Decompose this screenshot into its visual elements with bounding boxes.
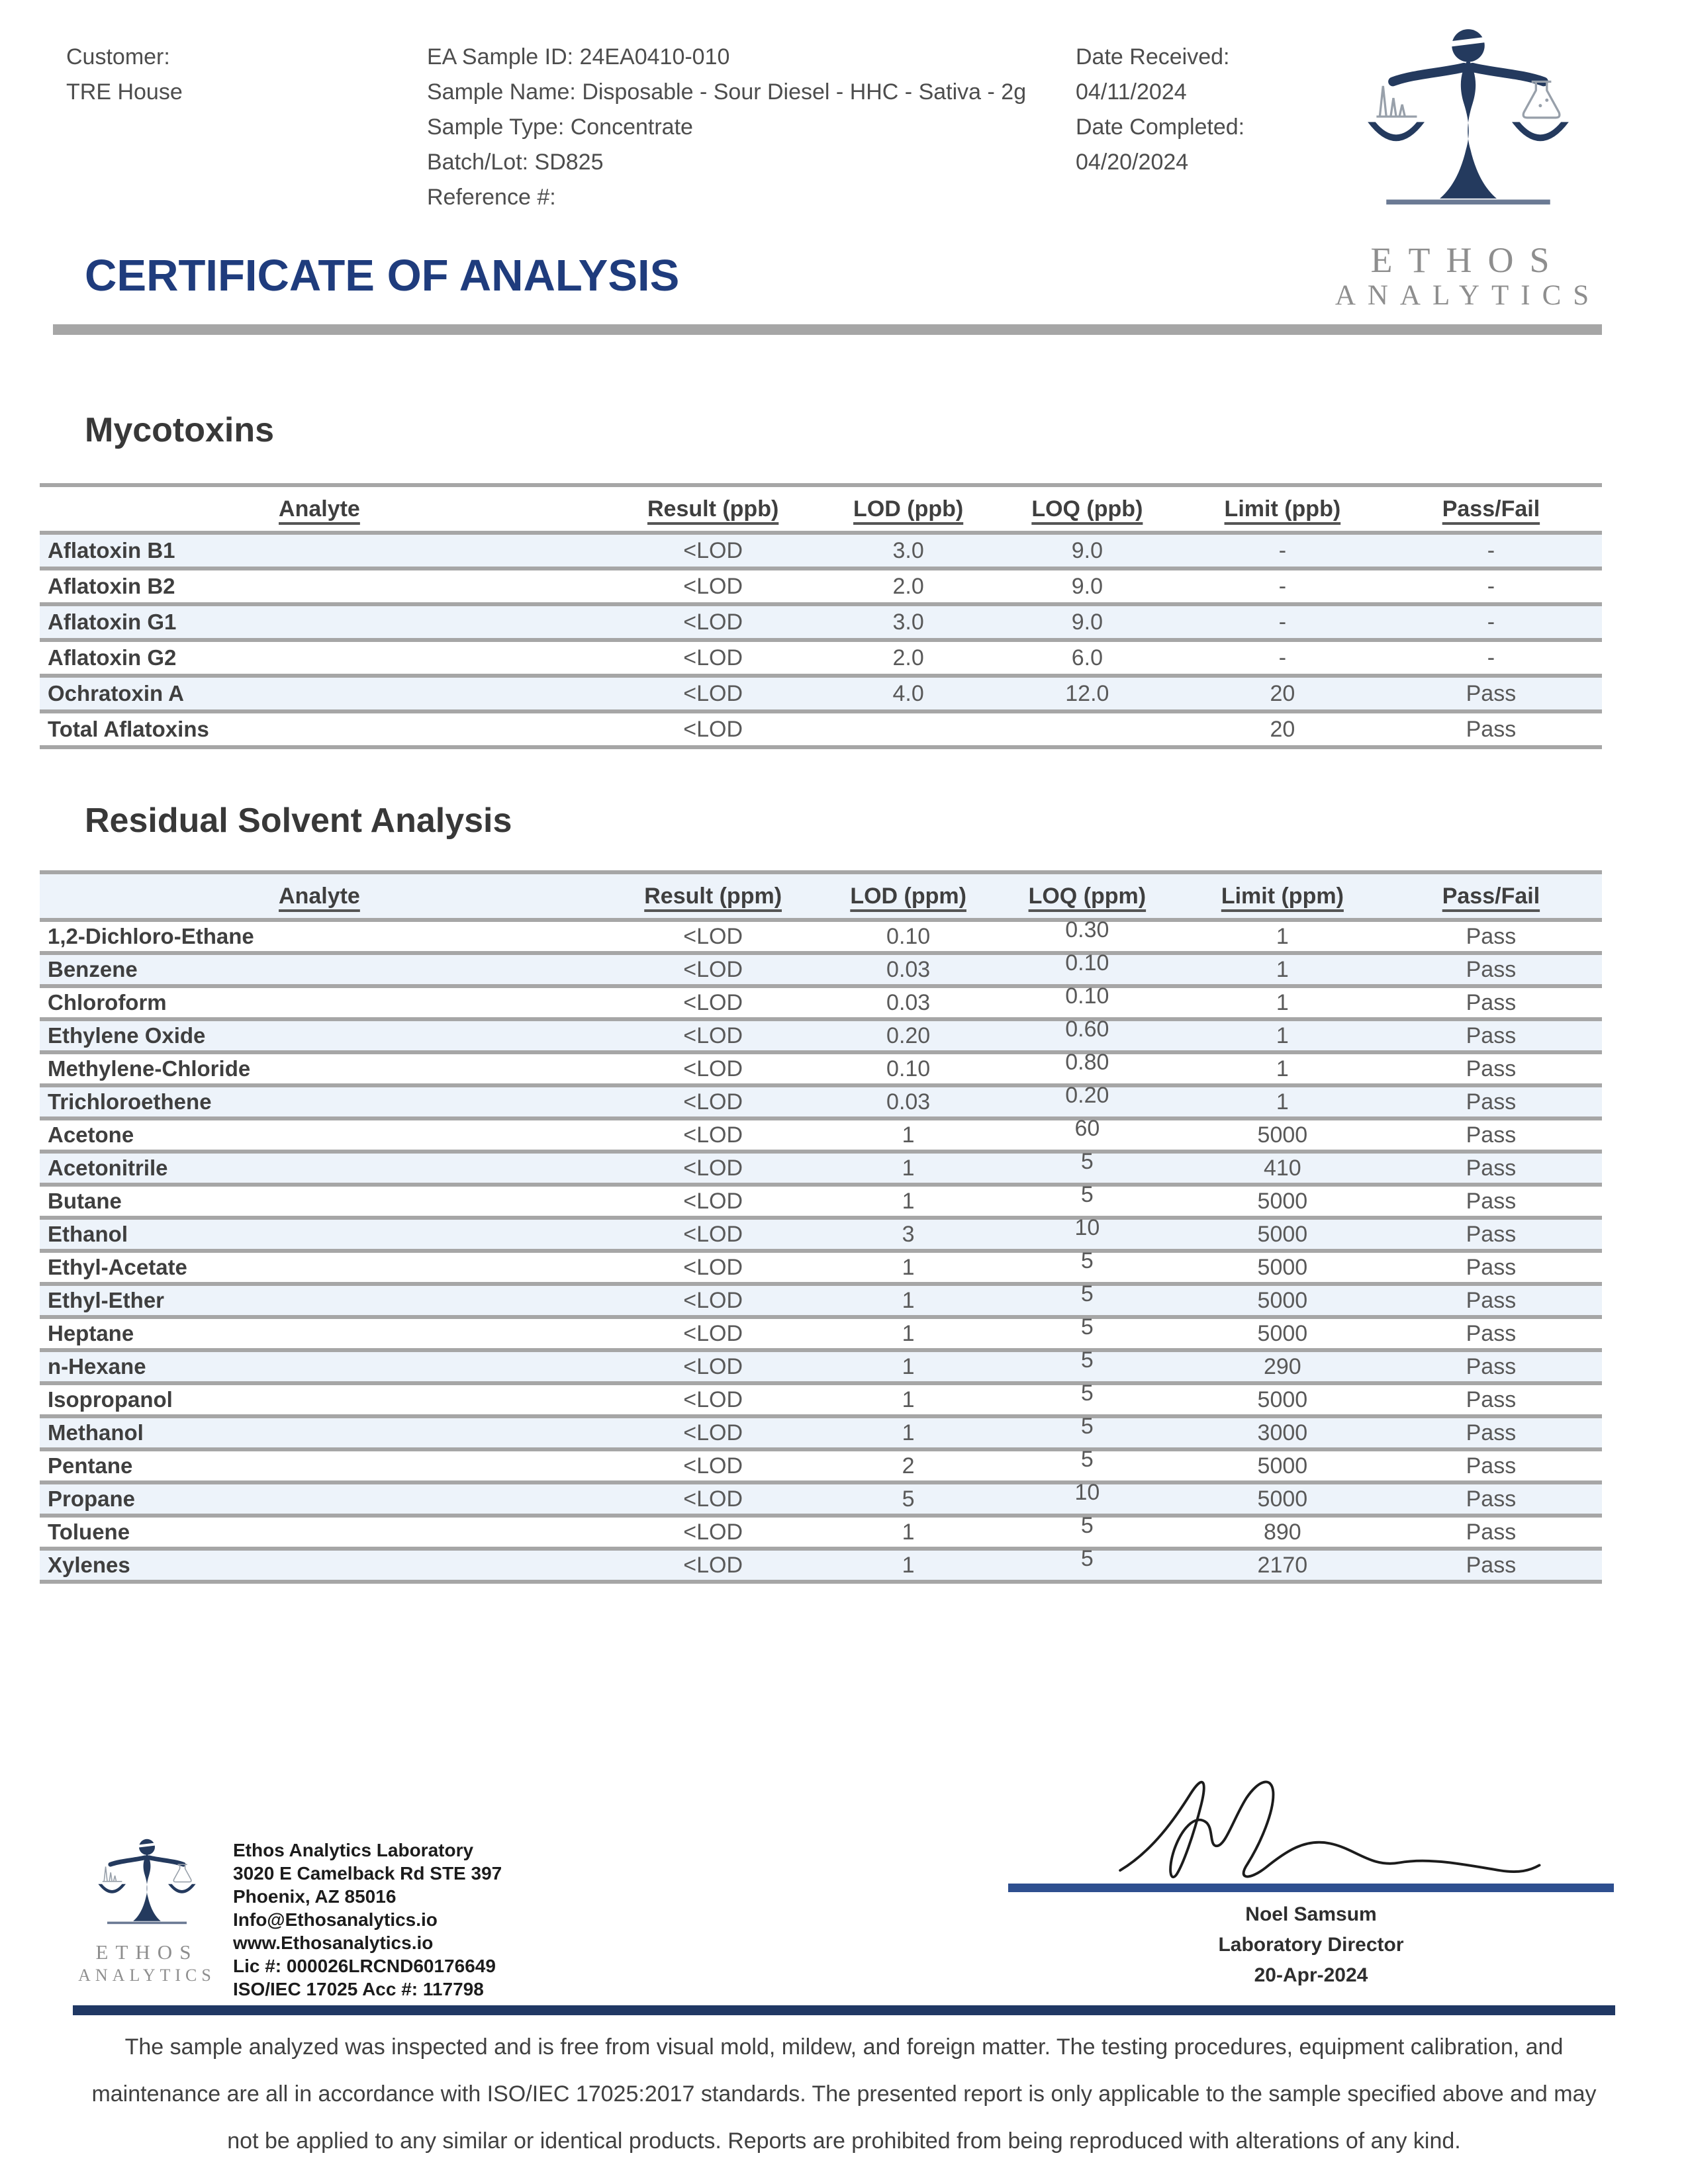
table-row: [40, 1482, 1602, 1516]
loq-cell: 9.0: [1071, 537, 1103, 563]
table-row: [40, 604, 1602, 640]
passfail-cell: Pass: [1466, 1320, 1517, 1346]
table-row: [40, 986, 1602, 1019]
lab-info-line: 3020 E Camelback Rd STE 397: [233, 1863, 502, 1884]
loq-cell: 5: [1080, 1181, 1094, 1207]
result-cell: <LOD: [683, 680, 743, 706]
table-row: [40, 1118, 1602, 1152]
limit-cell: 5000: [1257, 1320, 1308, 1346]
analyte-cell: Aflatoxin B2: [48, 574, 175, 598]
table-row: [40, 711, 1602, 747]
lod-cell: 0.03: [886, 956, 931, 982]
customer-block: [66, 40, 183, 110]
limit-cell: 1: [1276, 1089, 1289, 1115]
table-row: [40, 953, 1602, 986]
limit-cell: 290: [1263, 1353, 1301, 1379]
result-cell: <LOD: [683, 923, 743, 949]
logo-ethos-text: ETHOS: [1370, 240, 1566, 280]
passfail-cell: Pass: [1466, 716, 1517, 742]
lod-cell: 0.20: [886, 1023, 931, 1048]
analyte-cell: Isopropanol: [48, 1387, 173, 1412]
result-cell: <LOD: [683, 1453, 743, 1479]
lod-cell: 1: [902, 1155, 915, 1181]
signature-date: 20-Apr-2024: [1254, 1964, 1368, 1986]
lady-justice-scales-icon: [1314, 17, 1622, 236]
col-header-analyte: Analyte: [279, 496, 360, 522]
limit-cell: 5000: [1257, 1287, 1308, 1313]
lod-cell: 1: [902, 1387, 915, 1412]
lady-justice-scales-icon: [58, 1833, 236, 1939]
limit-cell: 20: [1270, 716, 1295, 742]
analyte-cell: Propane: [48, 1486, 136, 1511]
analyte-cell: Acetone: [48, 1122, 134, 1147]
limit-cell: 5000: [1257, 1254, 1308, 1280]
table-row: [40, 676, 1602, 711]
lod-cell: 1: [902, 1122, 915, 1148]
result-cell: <LOD: [683, 716, 743, 742]
analyte-cell: Ethylene Oxide: [48, 1023, 206, 1048]
analyte-cell: Butane: [48, 1189, 122, 1213]
sample-id: EA Sample ID: 24EA0410-010: [427, 44, 730, 69]
mycotoxins-heading: Mycotoxins: [85, 411, 275, 449]
analyte-cell: Total Aflatoxins: [48, 717, 209, 741]
limit-cell: 5000: [1257, 1453, 1308, 1479]
passfail-cell: -: [1487, 573, 1495, 599]
passfail-cell: Pass: [1466, 956, 1517, 982]
result-cell: <LOD: [683, 1056, 743, 1081]
limit-cell: 890: [1263, 1519, 1301, 1545]
passfail-cell: Pass: [1466, 1287, 1517, 1313]
limit-cell: 410: [1263, 1155, 1301, 1181]
customer-label: Customer:: [66, 44, 170, 69]
result-cell: <LOD: [683, 1287, 743, 1313]
signature-line: [1008, 1884, 1614, 1892]
result-cell: <LOD: [683, 1420, 743, 1445]
passfail-cell: Pass: [1466, 1155, 1517, 1181]
analyte-cell: Methanol: [48, 1420, 144, 1445]
sample-type: Sample Type: Concentrate: [427, 114, 693, 140]
loq-cell: [990, 711, 1185, 747]
page-title: CERTIFICATE OF ANALYSIS: [85, 251, 680, 300]
sample-info-block: [427, 40, 1026, 215]
lod-cell: 0.03: [886, 1089, 931, 1115]
loq-cell: 0.10: [1065, 983, 1109, 1009]
table-row: [40, 1052, 1602, 1085]
lod-cell: 1: [902, 1320, 915, 1346]
signer-name: Noel Samsum: [1245, 1903, 1377, 1925]
analyte-cell: Trichloroethene: [48, 1089, 212, 1114]
analyte-cell: Heptane: [48, 1321, 134, 1345]
reference-number: Reference #:: [427, 185, 556, 210]
passfail-cell: Pass: [1466, 1387, 1517, 1412]
loq-cell: 5: [1080, 1413, 1094, 1439]
limit-cell: -: [1278, 609, 1287, 635]
passfail-cell: Pass: [1466, 1420, 1517, 1445]
analyte-cell: n-Hexane: [48, 1354, 146, 1379]
limit-cell: 1: [1276, 1056, 1289, 1081]
result-cell: <LOD: [683, 1188, 743, 1214]
analyte-cell: Xylenes: [48, 1553, 130, 1577]
disclaimer-text: The sample analyzed was inspected and is free from visual mold, mildew, and foreign matter. The testing procedures, equipment calibration, and maintenance are all in accordance with ISO/IEC 17025:2017 standards. The presented report is only applicable to the sample specified above and may not be applied to any similar or identical products. Reports are prohibited from being reproduced with alterations of any kind.: [91, 2034, 1597, 2154]
passfail-cell: Pass: [1466, 1552, 1517, 1578]
table-row: [40, 1284, 1602, 1317]
analyte-cell: Benzene: [48, 957, 138, 981]
loq-cell: 5: [1080, 1512, 1094, 1538]
lab-info-line: Lic #: 000026LRCND60176649: [233, 1956, 496, 1976]
result-cell: <LOD: [683, 1155, 743, 1181]
analyte-cell: 1,2-Dichloro-Ethane: [48, 924, 254, 948]
loq-cell: 0.80: [1065, 1049, 1109, 1075]
table-row: [40, 640, 1602, 676]
ethos-logo: [1314, 17, 1622, 312]
loq-cell: 5: [1080, 1314, 1094, 1340]
loq-cell: 10: [1074, 1479, 1100, 1505]
table-row: [40, 1416, 1602, 1449]
analyte-cell: Methylene-Chloride: [48, 1056, 251, 1081]
result-cell: <LOD: [683, 1221, 743, 1247]
lab-info-line: Info@Ethosanalytics.io: [233, 1909, 438, 1930]
limit-cell: 5000: [1257, 1122, 1308, 1148]
loq-cell: 0.30: [1065, 917, 1109, 942]
sample-name: Sample Name: Disposable - Sour Diesel - HHC - Sativa - 2g: [427, 79, 1027, 105]
limit-cell: 1: [1276, 989, 1289, 1015]
limit-cell: 5000: [1257, 1221, 1308, 1247]
limit-cell: 5000: [1257, 1486, 1308, 1512]
lod-cell: [827, 711, 989, 747]
result-cell: <LOD: [683, 1320, 743, 1346]
lab-info-line: Phoenix, AZ 85016: [233, 1886, 397, 1907]
result-cell: <LOD: [683, 1254, 743, 1280]
passfail-cell: -: [1487, 537, 1495, 563]
lab-info-line: ISO/IEC 17025 Acc #: 117798: [233, 1979, 484, 1999]
result-cell: <LOD: [683, 1519, 743, 1545]
analyte-cell: Pentane: [48, 1453, 133, 1478]
result-cell: <LOD: [683, 609, 743, 635]
loq-cell: 6.0: [1071, 645, 1103, 670]
date-received-label: Date Received:: [1076, 44, 1230, 69]
table-row: [40, 1218, 1602, 1251]
dates-block: [1076, 40, 1244, 180]
loq-cell: 5: [1080, 1380, 1094, 1406]
table-row: [40, 1350, 1602, 1383]
analyte-cell: Ochratoxin A: [48, 681, 184, 705]
table-row: [40, 1383, 1602, 1416]
solvents-header-row: [40, 872, 1602, 920]
limit-cell: -: [1278, 537, 1287, 563]
lod-cell: 1: [902, 1519, 915, 1545]
col-header-analyte: Analyte: [279, 883, 360, 909]
analyte-cell: Ethyl-Acetate: [48, 1255, 187, 1279]
result-cell: <LOD: [683, 1486, 743, 1512]
limit-cell: -: [1278, 573, 1287, 599]
limit-cell: 3000: [1257, 1420, 1308, 1445]
lod-cell: 5: [902, 1486, 915, 1512]
loq-cell: 9.0: [1071, 573, 1103, 599]
analyte-cell: Toluene: [48, 1520, 130, 1544]
col-header-passfail: Pass/Fail: [1442, 883, 1540, 909]
lod-cell: 1: [902, 1420, 915, 1445]
lab-info-line: Ethos Analytics Laboratory: [233, 1840, 474, 1860]
lab-info-block: [233, 1839, 502, 2001]
date-received-value: 04/11/2024: [1076, 79, 1187, 105]
table-row: [40, 920, 1602, 953]
passfail-cell: Pass: [1466, 1122, 1517, 1148]
lod-cell: 1: [902, 1353, 915, 1379]
passfail-cell: -: [1487, 645, 1495, 670]
table-row: [40, 1317, 1602, 1350]
col-header-passfail: Pass/Fail: [1442, 496, 1540, 522]
col-header-lod: LOD (ppm): [850, 883, 966, 909]
loq-cell: 12.0: [1065, 680, 1109, 706]
analyte-cell: Ethyl-Ether: [48, 1288, 165, 1312]
result-cell: <LOD: [683, 573, 743, 599]
signature-text: [1008, 1899, 1614, 1991]
mycotoxins-header-row: [40, 485, 1602, 533]
lod-cell: 1: [902, 1188, 915, 1214]
lod-cell: 3.0: [892, 609, 924, 635]
batch-lot: Batch/Lot: SD825: [427, 150, 604, 175]
analyte-cell: Aflatoxin B1: [48, 538, 175, 563]
limit-cell: 5000: [1257, 1387, 1308, 1412]
result-cell: <LOD: [683, 1353, 743, 1379]
title-divider: [53, 324, 1602, 335]
loq-cell: 60: [1074, 1115, 1100, 1141]
lab-info-line: www.Ethosanalytics.io: [233, 1933, 434, 1953]
logo-analytics-text: ANALYTICS: [78, 1966, 216, 1985]
analyte-cell: Aflatoxin G2: [48, 645, 177, 670]
loq-cell: 5: [1080, 1248, 1094, 1273]
analyte-cell: Aflatoxin G1: [48, 610, 177, 634]
limit-cell: 5000: [1257, 1188, 1308, 1214]
analyte-cell: Chloroform: [48, 990, 167, 1015]
lod-cell: 1: [902, 1552, 915, 1578]
table-row: [40, 1185, 1602, 1218]
passfail-cell: Pass: [1466, 1221, 1517, 1247]
loq-cell: 0.60: [1065, 1016, 1109, 1042]
col-header-lod: LOD (ppb): [853, 496, 964, 522]
passfail-cell: Pass: [1466, 680, 1517, 706]
date-completed-value: 04/20/2024: [1076, 150, 1189, 175]
col-header-limit: Limit (ppm): [1221, 883, 1344, 909]
table-row: [40, 1019, 1602, 1052]
passfail-cell: Pass: [1466, 989, 1517, 1015]
passfail-cell: Pass: [1466, 1023, 1517, 1048]
result-cell: <LOD: [683, 645, 743, 670]
col-header-result: Result (ppm): [644, 883, 782, 909]
loq-cell: 9.0: [1071, 609, 1103, 635]
loq-cell: 5: [1080, 1446, 1094, 1472]
lod-cell: 2.0: [892, 573, 924, 599]
result-cell: <LOD: [683, 989, 743, 1015]
lod-cell: 2: [902, 1453, 915, 1479]
limit-cell: 1: [1276, 923, 1289, 949]
passfail-cell: Pass: [1466, 1254, 1517, 1280]
lod-cell: 3: [902, 1221, 915, 1247]
passfail-cell: Pass: [1466, 923, 1517, 949]
loq-cell: 5: [1080, 1148, 1094, 1174]
date-completed-label: Date Completed:: [1076, 114, 1245, 140]
result-cell: <LOD: [683, 1089, 743, 1115]
table-row: [40, 1152, 1602, 1185]
analyte-cell: Ethanol: [48, 1222, 128, 1246]
lod-cell: 1: [902, 1254, 915, 1280]
passfail-cell: Pass: [1466, 1453, 1517, 1479]
lod-cell: 4.0: [892, 680, 924, 706]
table-row: [40, 533, 1602, 569]
footer-divider: [73, 2005, 1615, 2015]
passfail-cell: Pass: [1466, 1056, 1517, 1081]
col-header-loq: LOQ (ppb): [1031, 496, 1143, 522]
lod-cell: 0.10: [886, 1056, 931, 1081]
loq-cell: 5: [1080, 1281, 1094, 1306]
limit-cell: 1: [1276, 956, 1289, 982]
limit-cell: -: [1278, 645, 1287, 670]
lod-cell: 0.03: [886, 989, 931, 1015]
lod-cell: 2.0: [892, 645, 924, 670]
limit-cell: 1: [1276, 1023, 1289, 1048]
analyte-cell: Acetonitrile: [48, 1156, 168, 1180]
solvents-table: [40, 870, 1602, 1584]
limit-cell: 20: [1270, 680, 1295, 706]
passfail-cell: Pass: [1466, 1353, 1517, 1379]
lod-cell: 3.0: [892, 537, 924, 563]
lod-cell: 1: [902, 1287, 915, 1313]
result-cell: <LOD: [683, 1552, 743, 1578]
table-row: [40, 1449, 1602, 1482]
result-cell: <LOD: [683, 1122, 743, 1148]
col-header-result: Result (ppb): [647, 496, 779, 522]
loq-cell: 0.10: [1065, 950, 1109, 976]
passfail-cell: Pass: [1466, 1188, 1517, 1214]
passfail-cell: Pass: [1466, 1089, 1517, 1115]
limit-cell: 2170: [1257, 1552, 1308, 1578]
loq-cell: 0.20: [1065, 1082, 1109, 1108]
solvents-heading: Residual Solvent Analysis: [85, 801, 512, 840]
mycotoxins-table: [40, 483, 1602, 749]
loq-cell: 5: [1080, 1545, 1094, 1571]
signer-title: Laboratory Director: [1218, 1934, 1404, 1956]
loq-cell: 10: [1074, 1214, 1100, 1240]
passfail-cell: Pass: [1466, 1486, 1517, 1512]
result-cell: <LOD: [683, 1387, 743, 1412]
col-header-limit: Limit (ppb): [1224, 496, 1341, 522]
table-row: [40, 1516, 1602, 1549]
passfail-cell: Pass: [1466, 1519, 1517, 1545]
table-row: [40, 569, 1602, 604]
result-cell: <LOD: [683, 1023, 743, 1048]
result-cell: <LOD: [683, 956, 743, 982]
table-row: [40, 1251, 1602, 1284]
customer-name: TRE House: [66, 79, 183, 105]
loq-cell: 5: [1080, 1347, 1094, 1373]
passfail-cell: -: [1487, 609, 1495, 635]
table-row: [40, 1549, 1602, 1582]
lod-cell: 0.10: [886, 923, 931, 949]
logo-ethos-text: ETHOS: [95, 1940, 199, 1964]
col-header-loq: LOQ (ppm): [1028, 883, 1147, 909]
result-cell: <LOD: [683, 537, 743, 563]
ethos-logo-small: [58, 1833, 236, 1987]
table-row: [40, 1085, 1602, 1118]
logo-analytics-text: ANALYTICS: [1335, 280, 1601, 311]
